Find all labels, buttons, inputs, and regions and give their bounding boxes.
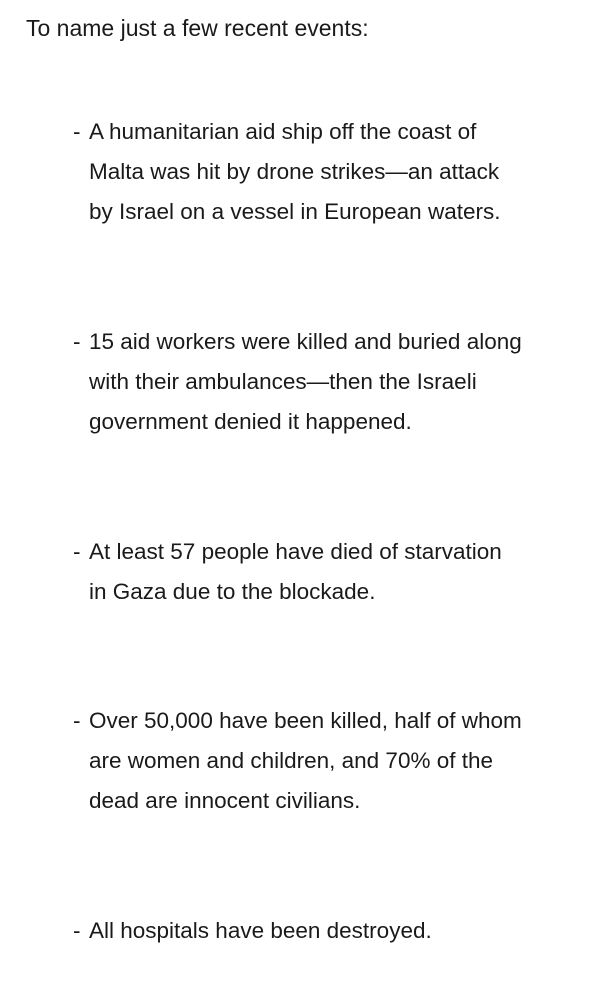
event-text: 15 aid workers were killed and buried along [89,329,522,354]
event-line [73,322,593,362]
event-text: All hospitals have been destroyed. [89,918,432,943]
event-line: Malta was hit by drone strikes—an attack [89,159,500,184]
event-line [73,911,593,951]
event-text: At least 57 people have died of starvation [89,539,502,564]
event-line [73,112,593,152]
bullet-dash: - [73,329,81,354]
bullet-dash: - [73,918,81,943]
bullet-dash: - [73,539,81,564]
event-line: dead are innocent civilians. [89,788,361,813]
list-item [73,532,593,612]
event-text: A humanitarian aid ship off the coast of [89,119,477,144]
list-item [73,322,593,442]
event-line: in Gaza due to the blockade. [89,579,376,604]
event-line: by Israel on a vessel in European waters. [89,199,501,224]
list-item [73,701,593,821]
bullet-dash: - [73,708,81,733]
bullet-dash: - [73,119,81,144]
event-line [73,532,593,572]
list-item [73,112,593,232]
event-text: Over 50,000 have been killed, half of whom [89,708,522,733]
event-line: government denied it happened. [89,409,412,434]
intro-text: To name just a few recent events: [26,15,369,41]
list-item [73,911,593,951]
event-line: are women and children, and 70% of the [89,748,494,773]
event-line [73,701,593,741]
event-line: with their ambulances—then the Israeli [89,369,477,394]
